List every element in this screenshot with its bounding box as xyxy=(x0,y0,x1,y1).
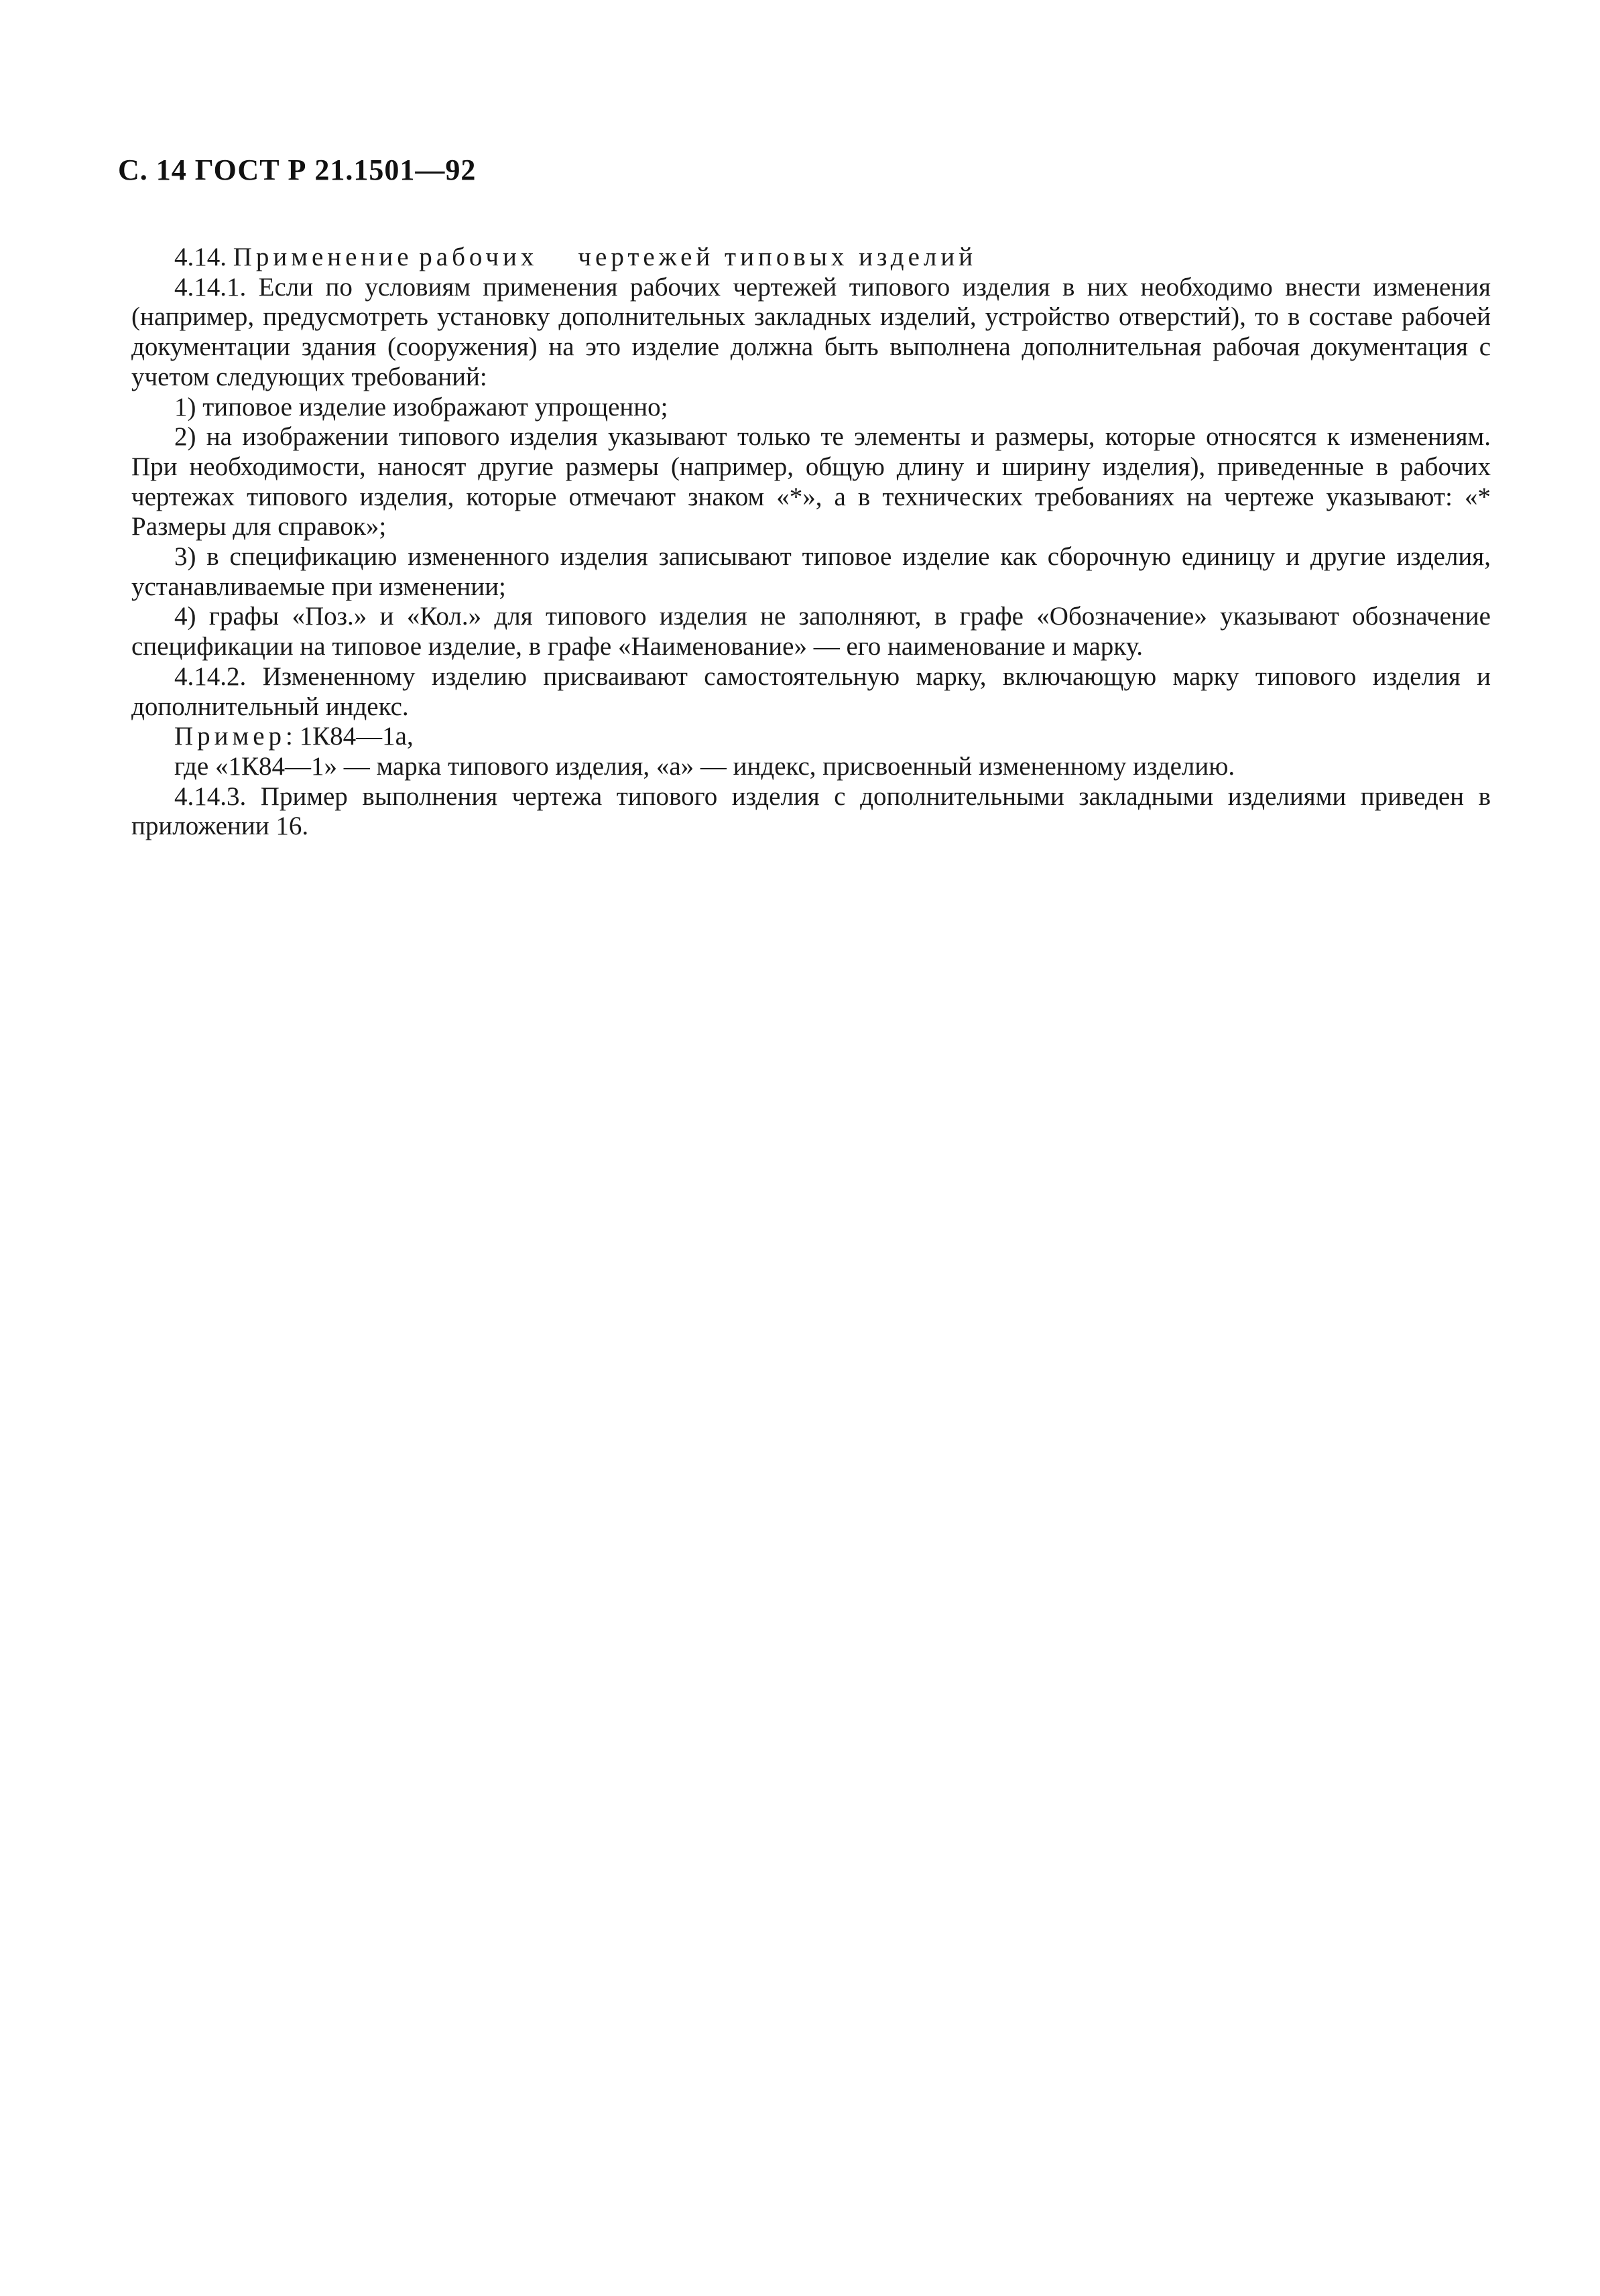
paragraph-4-14-1: 4.14.1. Если по условиям применения рабочих чертежей типового изделия в них необходимо внести изменения (например, предусмотреть установку дополнительных закладных изделий, устройство отверстий), то в составе рабочей документации здания (сооружения) на это изделие должна быть выполнена дополнительная рабочая документация с учетом следующих требований: xyxy=(131,272,1491,391)
example-line xyxy=(131,722,1491,752)
section-number: 4.14. xyxy=(174,243,227,271)
section-title xyxy=(131,243,1491,273)
list-item-1: 1) типовое изделие изображают упрощенно; xyxy=(174,392,668,422)
example-value: : 1К84—1а, xyxy=(286,722,414,751)
example-label: Пример xyxy=(174,722,286,751)
list-item-4: 4) графы «Поз.» и «Кол.» для типового изделия не заполняют, в графе «Обозначение» указывают обозначение спецификации на типовое изделие, в графе «Наименование» — его наименование и марку. xyxy=(131,602,1491,661)
document-body xyxy=(131,243,1491,842)
list-item-2: 2) на изображении типового изделия указывают только те элементы и размеры, которые относятся к изменениям. При необходимости, наносят другие размеры (например, общую длину и ширину изделия), приведенные в рабочих чертежах типового изделия, которые отмечают знаком «*», а в технических требованиях на чертеже указывают: «* Размеры для справок»; xyxy=(131,422,1491,541)
section-title-word-1: Применение xyxy=(233,243,413,271)
paragraph-4-14-3: 4.14.3. Пример выполнения чертежа типового изделия с дополнительными закладными изделиями приведен в приложении 16. xyxy=(131,781,1491,841)
section-title-word-2: рабочих xyxy=(419,243,538,271)
example-explanation: где «1К84—1» — марка типового изделия, «а» — индекс, присвоенный измененному изделию. xyxy=(174,751,1235,781)
page-header: С. 14 ГОСТ Р 21.1501—92 xyxy=(118,153,477,186)
list-item-3: 3) в спецификацию измененного изделия записывают типовое изделие как сборочную единицу и другие изделия, устанавливаемые при изменении; xyxy=(131,542,1491,601)
paragraph-4-14-2: 4.14.2. Измененному изделию присваивают самостоятельную марку, включающую марку типового изделия и дополнительный индекс. xyxy=(131,661,1491,721)
section-title-word-3: чертежей типовых изделий xyxy=(578,243,977,271)
